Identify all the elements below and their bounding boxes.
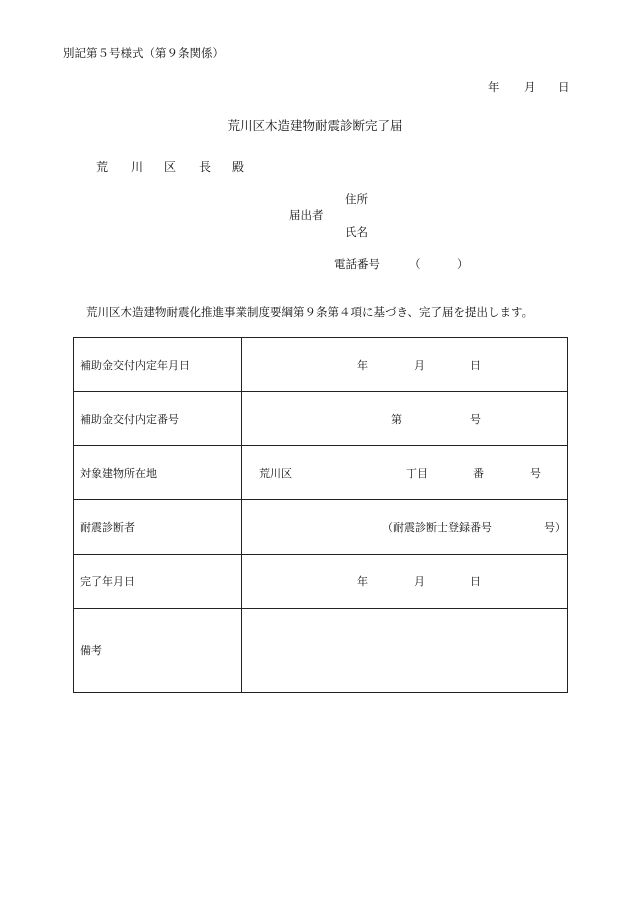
table-row [74, 338, 568, 392]
ward-label: 荒川区 [259, 466, 292, 480]
date-day-label: 日 [558, 80, 570, 94]
addressee-char: 殿 [232, 160, 245, 174]
statement-text: 荒川区木造建物耐震化推進事業制度要綱第９条第４項に基づき、完了届を提出します。 [86, 305, 534, 319]
table-row [74, 392, 568, 446]
month-label: 月 [414, 575, 425, 589]
year-label: 年 [357, 358, 368, 372]
submitter-label: 届出者 [289, 208, 324, 222]
table-row [74, 554, 568, 608]
phone-label: 電話番号 [334, 257, 380, 271]
form-reference: 別記第５号様式（第９条関係） [63, 46, 224, 60]
table-row [74, 608, 568, 692]
addressee-char: 荒 [96, 160, 109, 174]
year-label: 年 [357, 575, 368, 589]
row-label-completion-date: 完了年月日 [74, 554, 242, 608]
grant-decision-date-field[interactable] [242, 338, 568, 392]
date-month-label: 月 [524, 80, 536, 94]
addressee-char: 川 [131, 160, 144, 174]
registration-number-close: 号） [544, 520, 566, 534]
row-label-grant-decision-number: 補助金交付内定番号 [74, 392, 242, 446]
date-year-label: 年 [488, 80, 500, 94]
number-suffix: 号 [470, 412, 481, 426]
month-label: 月 [414, 358, 425, 372]
registration-number-open: （耐震診断士登録番号 [382, 520, 492, 534]
diagnostician-field[interactable] [242, 500, 568, 554]
table-row [74, 500, 568, 554]
phone-paren-open: （ [409, 257, 421, 271]
remarks-field[interactable] [242, 608, 568, 692]
addressee-char: 長 [199, 160, 212, 174]
day-label: 日 [470, 358, 481, 372]
completion-date-field[interactable] [242, 554, 568, 608]
row-label-diagnostician: 耐震診断者 [74, 500, 242, 554]
row-label-grant-decision-date: 補助金交付内定年月日 [74, 338, 242, 392]
building-location-field[interactable] [242, 446, 568, 500]
ban-label: 番 [473, 466, 484, 480]
table-row [74, 446, 568, 500]
number-prefix: 第 [391, 412, 402, 426]
chome-label: 丁目 [406, 466, 428, 480]
phone-paren-close: ） [457, 257, 469, 271]
grant-decision-number-field[interactable] [242, 392, 568, 446]
addressee-char: 区 [164, 160, 177, 174]
day-label: 日 [470, 575, 481, 589]
row-label-remarks: 備考 [74, 608, 242, 692]
document-title: 荒川区木造建物耐震診断完了届 [227, 118, 403, 133]
name-label: 氏名 [345, 225, 368, 239]
address-label: 住所 [345, 192, 368, 206]
go-label: 号 [530, 466, 541, 480]
row-label-building-location: 対象建物所在地 [74, 446, 242, 500]
completion-form-table [73, 337, 568, 693]
